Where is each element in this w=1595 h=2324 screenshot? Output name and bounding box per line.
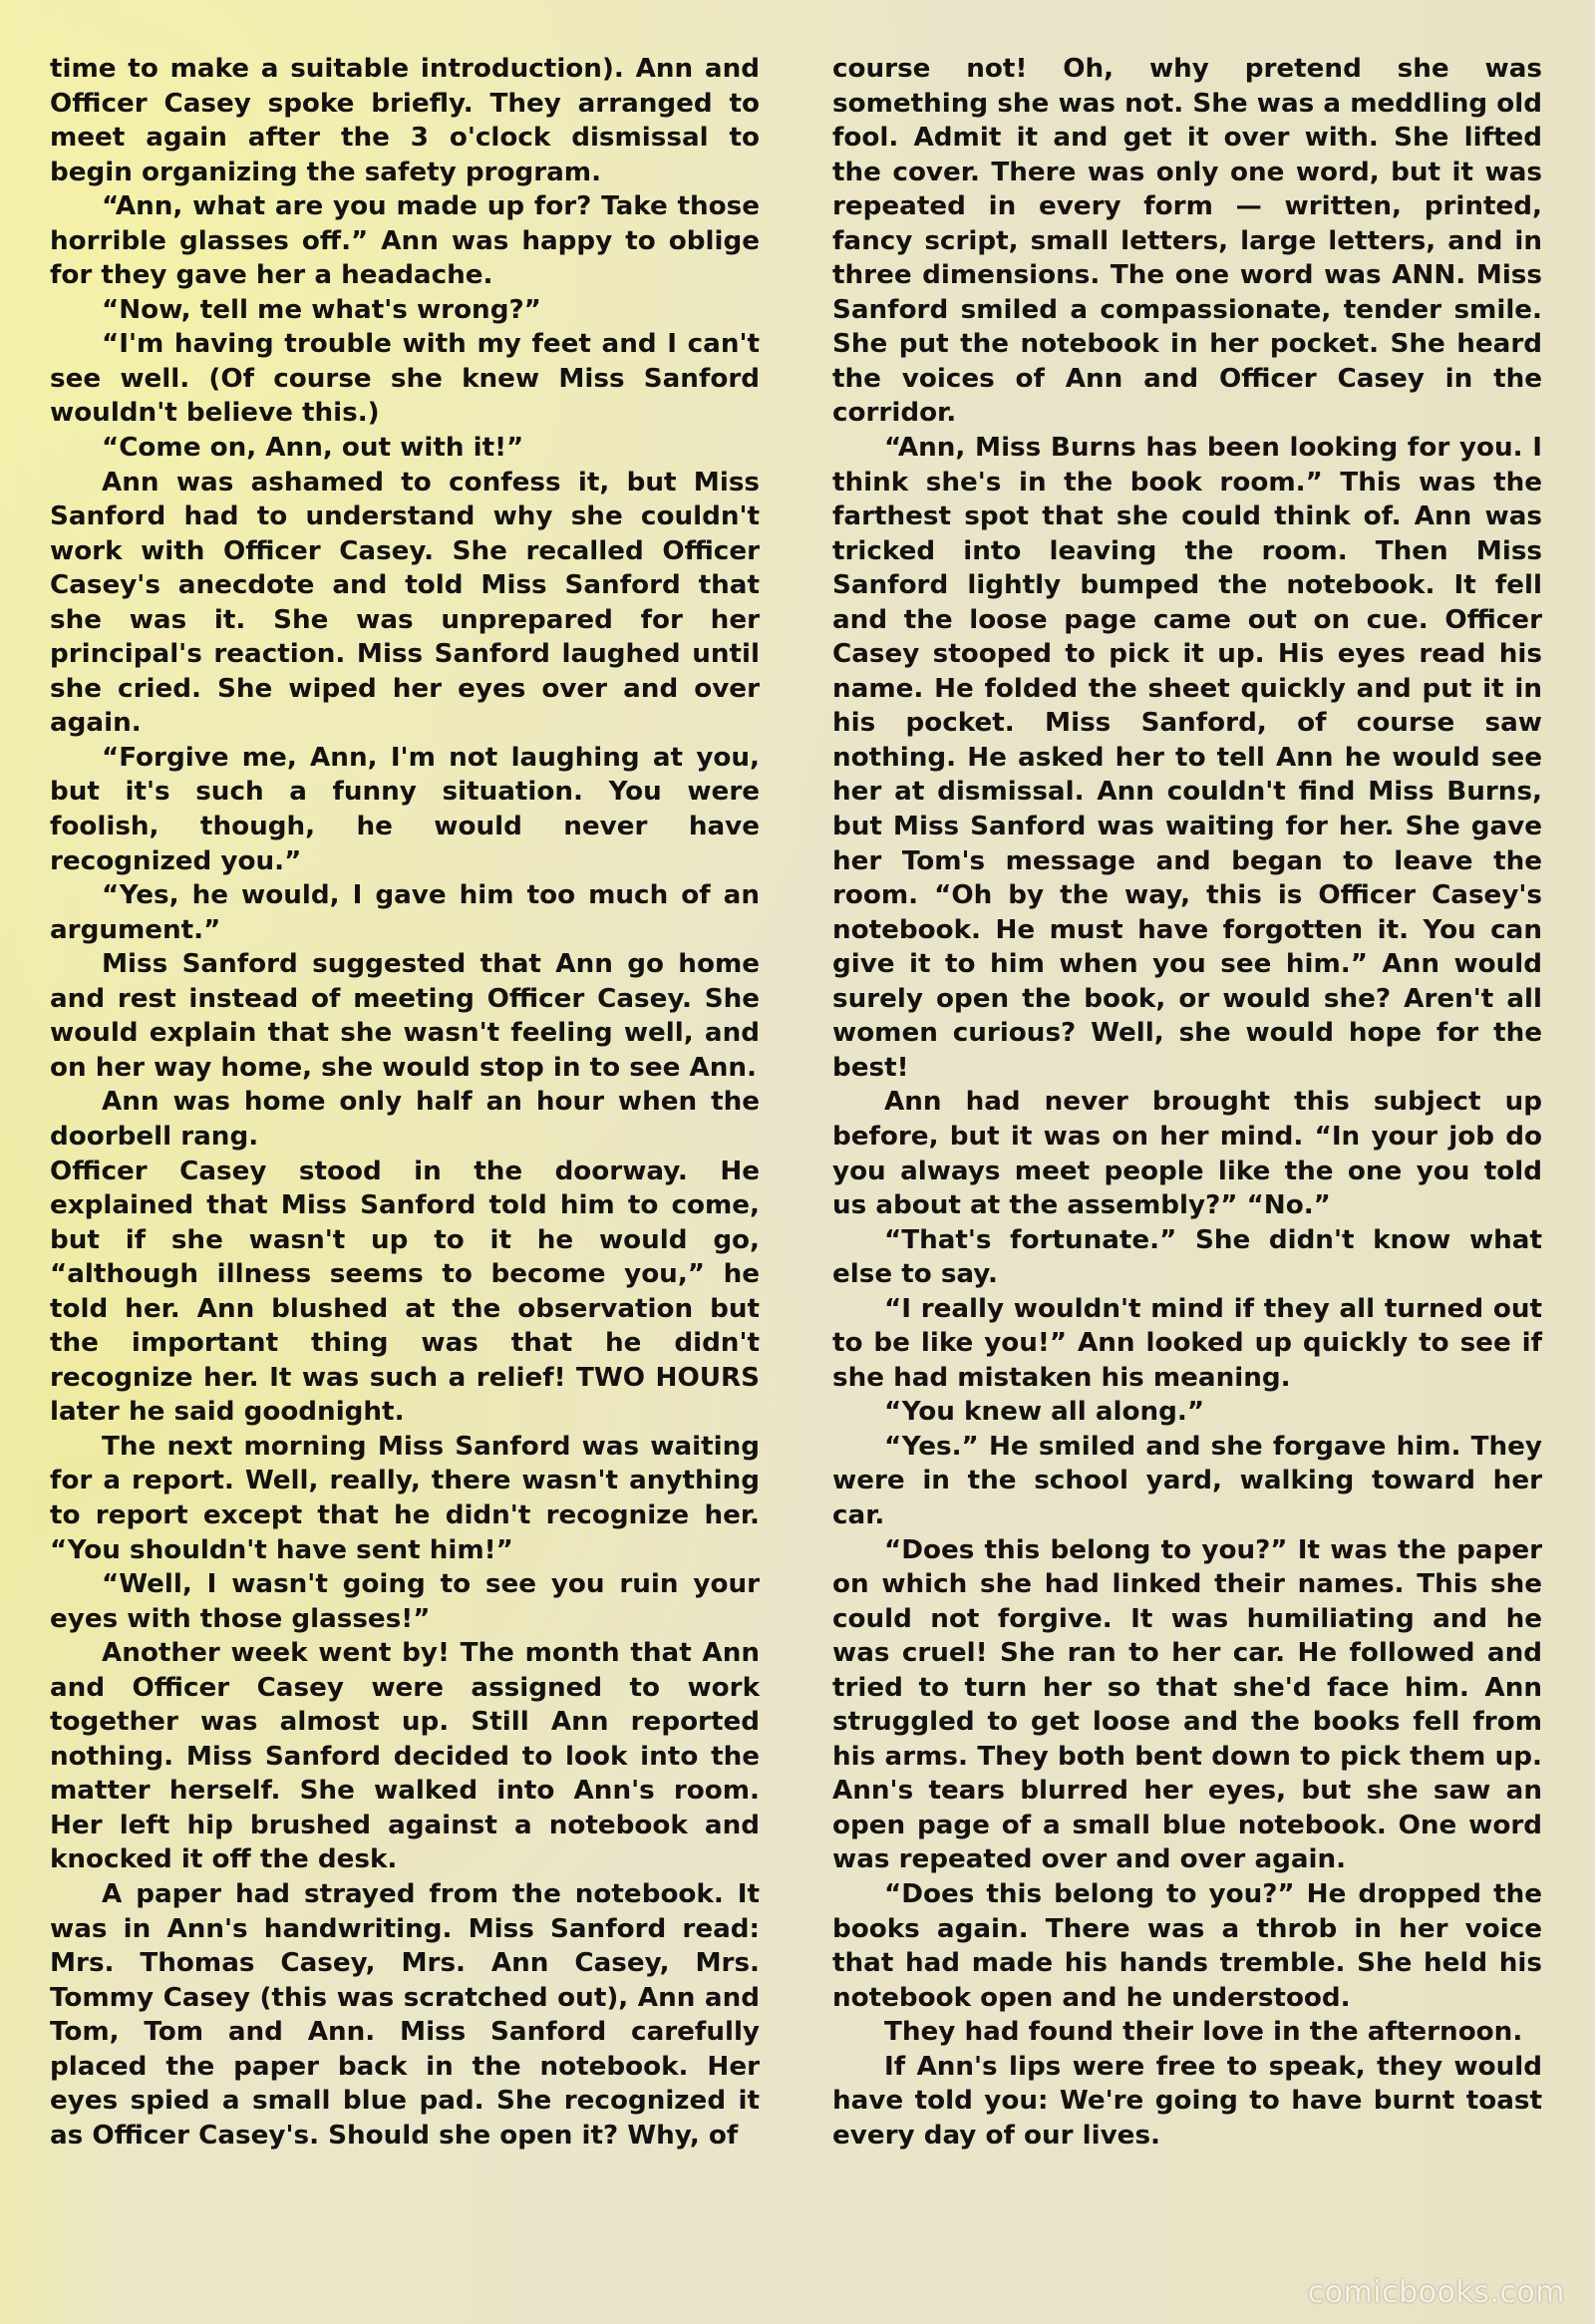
story-paragraph: “Yes.” He smiled and she forgave him. They were in the school yard, walking toward her car. <box>832 1431 1542 1530</box>
story-paragraph: Miss Sanford suggested that Ann go home and rest instead of meeting Officer Casey. She would explain that she wasn't feeling well, and on her way home, she would stop in to see Ann. <box>50 949 760 1083</box>
story-paragraph: They had found their love in the afternoon. <box>884 2017 1523 2048</box>
story-paragraph: “I really wouldn't mind if they all turned out to be like you!” Ann looked up quickly to see if she had mistaken his meaning. <box>832 1293 1542 1393</box>
story-paragraph: Another week went by! The month that Ann and Officer Casey were assigned to work together was almost up. Still Ann reported nothing. Miss Sanford decided to look into the matter herself. She walked into Ann's room. Her left hip brushed against a notebook and knocked it off the desk. <box>50 1638 760 1875</box>
story-paragraph: “Come on, Ann, out with it!” <box>102 433 524 464</box>
story-paragraph: “Well, I wasn't going to see you ruin your eyes with those glasses!” <box>50 1569 760 1634</box>
story-paragraph: “You knew all along.” <box>884 1397 1205 1428</box>
story-paragraph: “Does this belong to you?” It was the paper on which she had linked their names. This she could not forgive. It was humiliating and he was cruel! She ran to her car. He followed and tried to turn her so that she'd face him. Ann struggled to get loose and the books fell from his arms. They both bent down to pick them up. Ann's tears blurred her eyes, but she saw an open page of a small blue notebook. One word was repeated over and over again. <box>832 1534 1542 1875</box>
story-paragraph: “Now, tell me what's wrong?” <box>102 294 541 325</box>
story-paragraph: “Forgive me, Ann, I'm not laughing at you, but it's such a funny situation. You were foolish, though, he would never have recognized you.” <box>50 742 760 876</box>
story-paragraph: If Ann's lips were free to speak, they would have told you: We're going to have burnt toast every day of our lives. <box>832 2051 1542 2151</box>
story-paragraph: “I'm having trouble with my feet and I can't see well. (Of course she knew Miss Sanford wouldn't believe this.) <box>50 329 760 429</box>
story-paragraph: “Ann, Miss Burns has been looking for you. I think she's in the book room.” This was the farthest spot that she could think of. Ann was tricked into leaving the room. Then Miss Sanford lightly bumped the notebook. It fell and the loose page came out on cue. Officer Casey stooped to pick it up. His eyes read his name. He folded the sheet quickly and put it in his pocket. Miss Sanford, of course saw nothing. He asked her to tell Ann he would see her at dismissal. Ann couldn't find Miss Burns, but Miss Sanford was waiting for her. She gave her Tom's message and began to leave the room. “Oh by the way, this is Officer Casey's notebook. He must have forgotten it. You can give it to him when you see him.” Ann would surely open the book, or would she? Aren't all women curious? Well, she would hope for the best! <box>832 433 1542 1083</box>
story-paragraph: A paper had strayed from the notebook. It was in Ann's handwriting. Miss Sanford read: Mrs. Thomas Casey, Mrs. Ann Casey, Mrs. Tommy Casey (this was scratched out), Ann and Tom, Tom and Ann. Miss Sanford carefully placed the paper back in the notebook. Her eyes spied a small blue pad. She recognized it as Officer Casey's. Should she open it? Why, of <box>50 1878 760 2151</box>
story-paragraph: “Does this belong to you?” He dropped the books again. There was a throb in her voice that had made his hands tremble. She held his notebook open and he understood. <box>832 1878 1542 2013</box>
story-paragraph: The next morning Miss Sanford was waiting for a report. Well, really, there wasn't anything to report except that he didn't recognize her. “You shouldn't have sent him!” <box>50 1431 760 1565</box>
left-text-column <box>50 52 760 2153</box>
story-paragraph: Ann was home only half an hour when the doorbell rang. <box>50 1087 760 1152</box>
story-paragraph: Officer Casey stood in the doorway. He explained that Miss Sanford told him to come, but if she wasn't up to it he would go, “although illness seems to become you,” he told her. Ann blushed at the observation but the important thing was that he didn't recognize her. It was such a relief! TWO HOURS later he said goodnight. <box>50 1156 760 1428</box>
story-paragraph: “Ann, what are you made up for? Take those horrible glasses off.” Ann was happy to oblige for they gave her a headache. <box>50 191 760 291</box>
right-text-column <box>832 52 1542 2153</box>
story-paragraph: time to make a suitable introduction). Ann and Officer Casey spoke briefly. They arranged to meet again after the 3 o'clock dismissal to begin organizing the safety program. <box>50 54 760 187</box>
story-paragraph: course not! Oh, why pretend she was something she was not. She was a meddling old fool. Admit it and get it over with. She lifted the cover. There was only one word, but it was repeated in every form — written, printed, fancy script, small letters, large letters, and in three dimensions. The one word was ANN. Miss Sanford smiled a compassionate, tender smile. She put the notebook in her pocket. She heard the voices of Ann and Officer Casey in the corridor. <box>832 54 1542 429</box>
story-paragraph: “That's fortunate.” She didn't know what else to say. <box>832 1224 1542 1290</box>
site-watermark: comicbooks.com <box>1307 2275 1565 2310</box>
story-paragraph: “Yes, he would, I gave him too much of an argument.” <box>50 880 760 945</box>
story-paragraph: Ann had never brought this subject up before, but it was on her mind. “In your job do you always meet people like the one you told us about at the assembly?” “No.” <box>832 1087 1542 1221</box>
story-paragraph: Ann was ashamed to confess it, but Miss Sanford had to understand why she couldn't work with Officer Casey. She recalled Officer Casey's anecdote and told Miss Sanford that she was it. She was unprepared for her principal's reaction. Miss Sanford laughed until she cried. She wiped her eyes over and over again. <box>50 467 760 739</box>
